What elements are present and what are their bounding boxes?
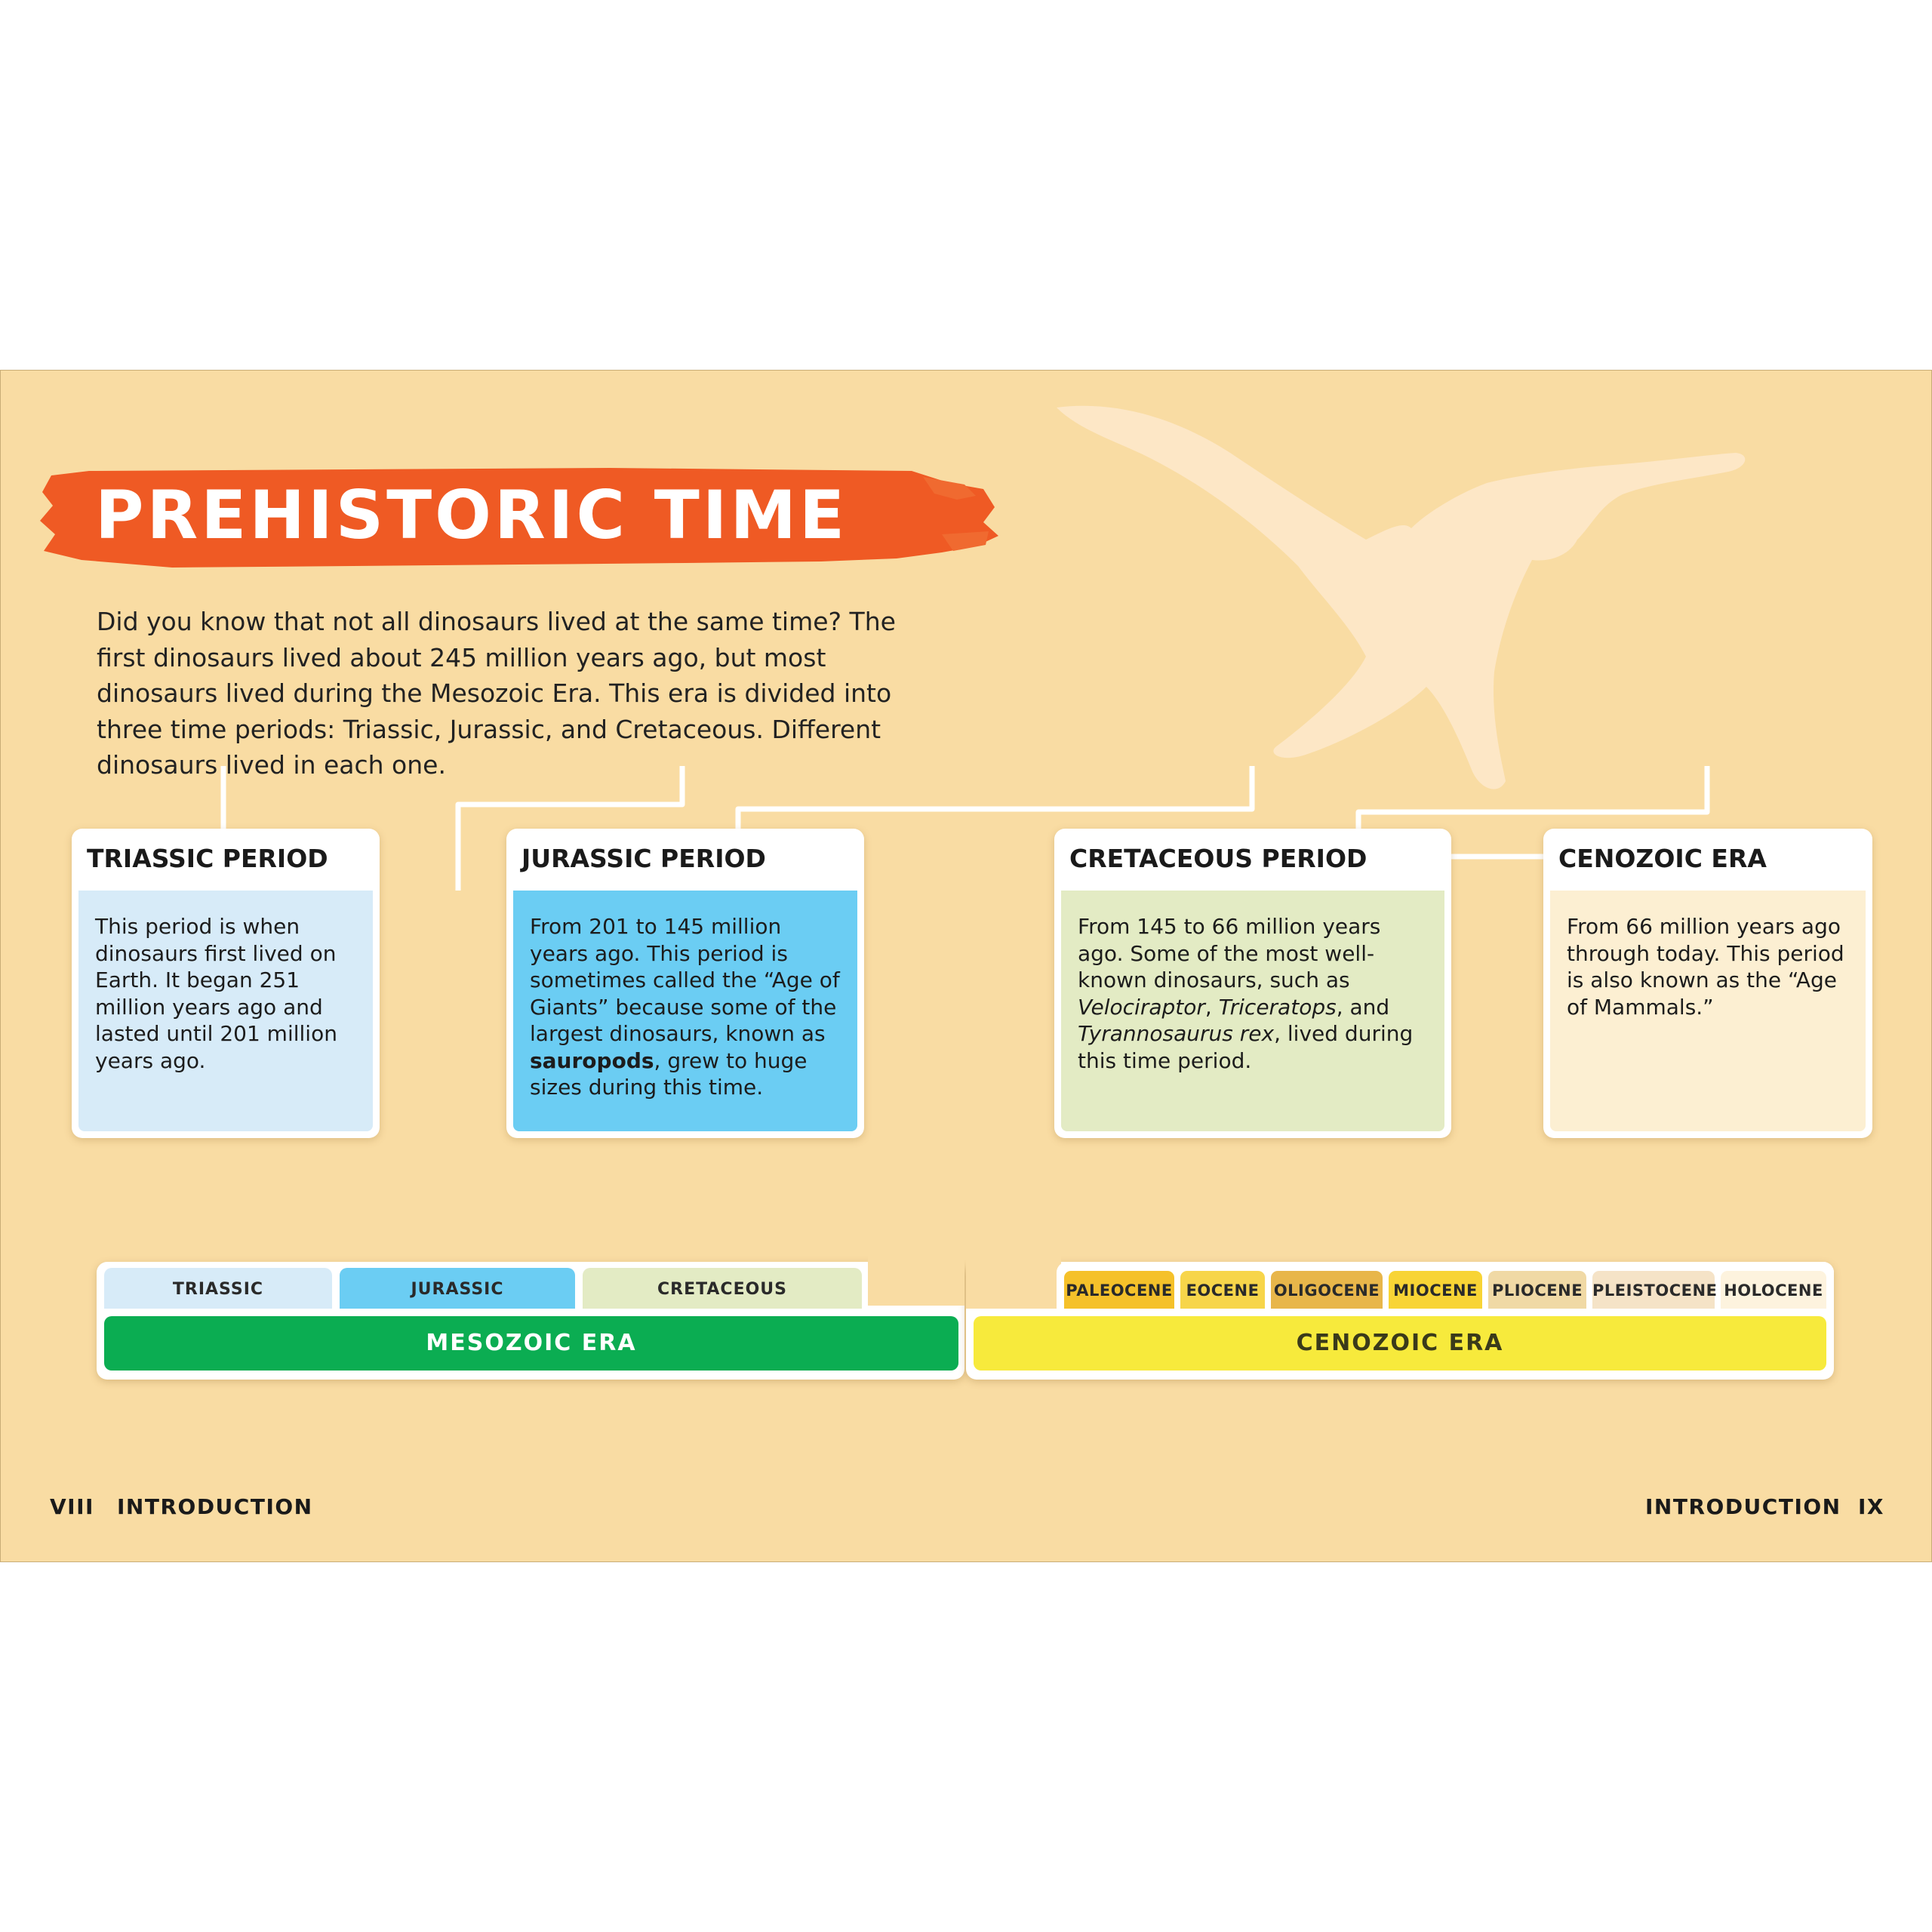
tab-miocene: MIOCENE xyxy=(1389,1271,1482,1309)
right-section-label: INTRODUCTION xyxy=(1645,1494,1841,1519)
right-page-number: IX xyxy=(1858,1494,1885,1519)
cenozoic-era-bar: CENOZOIC ERA xyxy=(974,1316,1826,1371)
tab-paleocene: PALEOCENE xyxy=(1064,1271,1174,1309)
cenozoic-body-text: From 66 million years ago through today. This period is also known as the “Age of Mammals.” xyxy=(1567,914,1844,1020)
jurassic-heading: JURASSIC PERIOD xyxy=(521,844,766,873)
cretaceous-body-text-1: From 145 to 66 million years ago. Some of the most well-known dinosaurs, such as xyxy=(1078,914,1381,992)
triassic-card xyxy=(72,829,380,1138)
triassic-body xyxy=(78,891,373,1131)
cretaceous-body-italic-3: Tyrannosaurus rex xyxy=(1078,1021,1275,1046)
mesozoic-tab-gap-cover xyxy=(868,1253,964,1306)
intro-paragraph: Did you know that not all dinosaurs lived at the same time? The first dinosaurs lived about 245 million years ago, but most dinosaurs lived during the Mesozoic Era. This era is divided into three time periods: Triassic, Jurassic, and Cretaceous. Different dinosaurs lived in each one. xyxy=(97,607,896,780)
cretaceous-body-text-4: , lived during this time period. xyxy=(1078,1021,1414,1073)
jurassic-body xyxy=(513,891,857,1131)
cenozoic-body xyxy=(1550,891,1866,1131)
cretaceous-body-italic-1: Velociraptor xyxy=(1078,994,1205,1020)
tab-holocene: HOLOCENE xyxy=(1721,1271,1826,1309)
tab-eocene: EOCENE xyxy=(1180,1271,1265,1309)
cretaceous-heading: CRETACEOUS PERIOD xyxy=(1069,844,1367,873)
page-title: PREHISTORIC TIME xyxy=(95,476,848,554)
mesozoic-era-bar: MESOZOIC ERA xyxy=(104,1316,958,1371)
left-page-number: VIII xyxy=(50,1494,94,1519)
jurassic-body-text-1: From 201 to 145 million years ago. This period is sometimes called the “Age of Giants” because some of the largest dinosaurs, known as xyxy=(530,914,840,1046)
cenozoic-heading: CENOZOIC ERA xyxy=(1558,844,1767,873)
tab-cretaceous: CRETACEOUS xyxy=(583,1268,862,1309)
left-section-label: INTRODUCTION xyxy=(117,1494,313,1519)
cenozoic-card xyxy=(1543,829,1872,1138)
jurassic-body-text-2: , grew to huge sizes during this time. xyxy=(530,1048,808,1100)
jurassic-body-bold: sauropods xyxy=(530,1048,654,1073)
tab-jurassic: JURASSIC xyxy=(340,1268,575,1309)
tab-oligocene: OLIGOCENE xyxy=(1271,1271,1383,1309)
cretaceous-body-text-2: , xyxy=(1204,994,1219,1020)
tab-triassic: TRIASSIC xyxy=(104,1268,332,1309)
tab-pliocene: PLIOCENE xyxy=(1488,1271,1586,1309)
cretaceous-body-italic-2: Triceratops xyxy=(1218,994,1337,1020)
triassic-body-text: This period is when dinosaurs first lived on Earth. It began 251 million years ago and lasted until 201 million years ago. xyxy=(95,914,337,1073)
tab-pleistocene: PLEISTOCENE xyxy=(1592,1271,1715,1309)
cretaceous-card xyxy=(1054,829,1451,1138)
cretaceous-body xyxy=(1061,891,1444,1131)
cretaceous-body-text-3: , and xyxy=(1336,994,1390,1020)
jurassic-card xyxy=(506,829,864,1138)
triassic-heading: TRIASSIC PERIOD xyxy=(87,844,328,873)
cenozoic-tab-gap-cover xyxy=(966,1253,1061,1309)
